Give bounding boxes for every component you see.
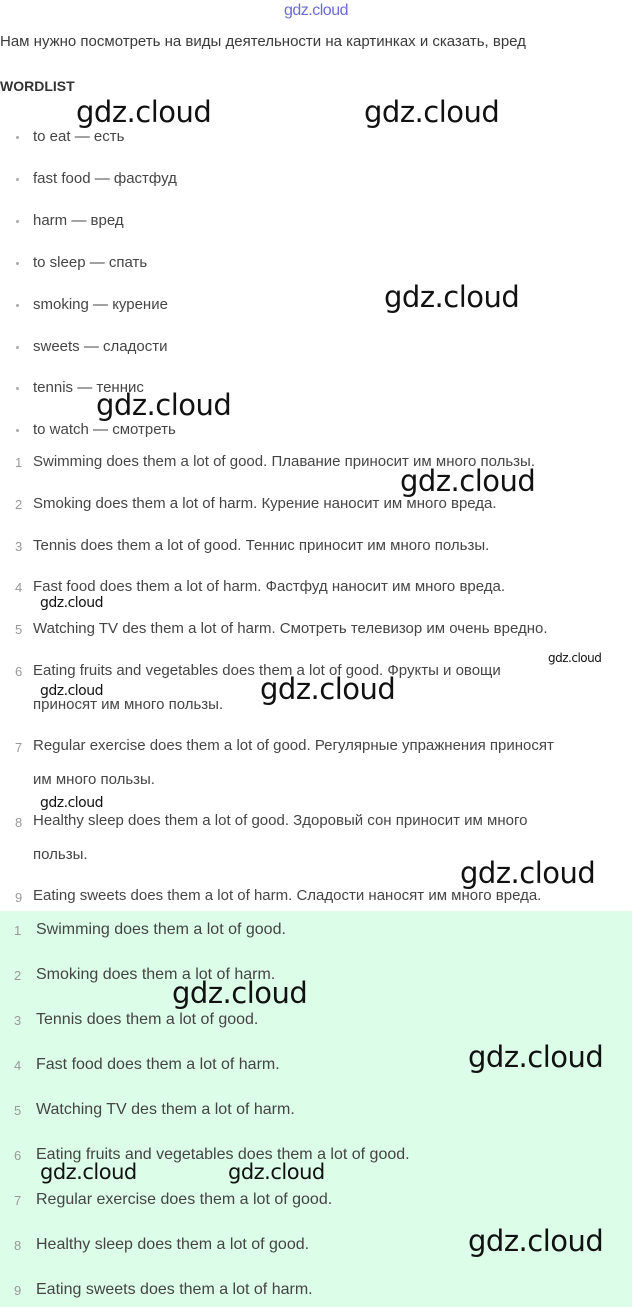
translation-line: приносят им много пользы.	[33, 696, 224, 713]
wordlist-item: to eat — есть	[33, 128, 125, 145]
wordlist-item: tennis — теннис	[33, 379, 144, 396]
list-number: 5	[15, 622, 23, 637]
list-number: 1	[14, 923, 22, 938]
translation-line: Fast food does them a lot of harm. Фастфуд наносит им много вреда.	[33, 578, 506, 595]
watermark: gdz.cloud	[96, 388, 232, 422]
watermark: gdz.cloud	[40, 683, 103, 699]
watermark: gdz.cloud	[460, 856, 596, 890]
answer-line: Eating fruits and vegetables does them a lot of good.	[36, 1146, 410, 1163]
watermark: gdz.cloud	[228, 1160, 325, 1184]
translation-line: Smoking does them a lot of harm. Курение наносит им много вреда.	[33, 495, 497, 512]
translation-line: Eating fruits and vegetables does them a lot of good. Фрукты и овощи	[33, 662, 501, 679]
list-number: 8	[15, 815, 23, 830]
answer-line: Healthy sleep does them a lot of good.	[36, 1236, 310, 1253]
watermark: gdz.cloud	[40, 595, 103, 611]
list-number: 3	[14, 1013, 22, 1028]
list-number: 9	[15, 890, 23, 905]
wordlist-item: harm — вред	[33, 212, 124, 229]
translation-line: Healthy sleep does them a lot of good. Здоровый сон приносит им много	[33, 812, 528, 829]
answer-line: Watching TV des them a lot of harm.	[36, 1101, 295, 1118]
translation-line: им много пользы.	[33, 771, 155, 788]
list-number: 2	[14, 968, 22, 983]
wordlist-item: sweets — сладости	[33, 338, 168, 355]
answer-line: Regular exercise does them a lot of good.	[36, 1191, 333, 1208]
watermark: gdz.cloud	[40, 795, 103, 811]
translation-line: пользы.	[33, 846, 88, 863]
answer-line: Smoking does them a lot of harm.	[36, 966, 276, 983]
wordlist-item: fast food — фастфуд	[33, 170, 177, 187]
wordlist-item: to watch — смотреть	[33, 421, 176, 438]
translation-line: Tennis does them a lot of good. Теннис приносит им много пользы.	[33, 537, 490, 554]
translation-line: Eating sweets does them a lot of harm. Сладости наносят им много вреда.	[33, 887, 542, 904]
list-number: 6	[15, 664, 23, 679]
list-number: 2	[15, 497, 23, 512]
list-number: 4	[14, 1058, 22, 1073]
list-number: 4	[15, 580, 23, 595]
list-number: 1	[15, 455, 23, 470]
wordlist-title: WORDLIST	[0, 78, 75, 94]
answer-line: Tennis does them a lot of good.	[36, 1011, 259, 1028]
site-logo: gdz.cloud	[284, 2, 348, 19]
answer-line: Swimming does them a lot of good.	[36, 921, 286, 938]
list-number: 9	[14, 1283, 22, 1298]
wordlist-item: smoking — курение	[33, 296, 168, 313]
watermark: gdz.cloud	[364, 95, 500, 129]
watermark: gdz.cloud	[468, 1040, 604, 1074]
watermark: gdz.cloud	[76, 95, 212, 129]
translation-line: Swimming does them a lot of good. Плавание приносит им много пользы.	[33, 453, 536, 470]
watermark: gdz.cloud	[384, 280, 520, 314]
translation-line: Watching TV des them a lot of harm. Смотреть телевизор им очень вредно.	[33, 620, 548, 637]
list-number: 8	[14, 1238, 22, 1253]
watermark: gdz.cloud	[260, 672, 396, 706]
list-number: 3	[15, 539, 23, 554]
translation-line: Regular exercise does them a lot of good. Регулярные упражнения приносят	[33, 737, 554, 754]
watermark: gdz.cloud	[40, 1160, 137, 1184]
watermark: gdz.cloud	[400, 464, 536, 498]
watermark: gdz.cloud	[172, 976, 308, 1010]
list-number: 7	[14, 1193, 22, 1208]
watermark: gdz.cloud	[548, 651, 602, 665]
answer-line: Eating sweets does them a lot of harm.	[36, 1281, 313, 1298]
intro-text: Нам нужно посмотреть на виды деятельности на картинках и сказать, вред	[0, 33, 526, 50]
list-number: 7	[15, 740, 23, 755]
watermark: gdz.cloud	[468, 1224, 604, 1258]
list-number: 5	[14, 1103, 22, 1118]
wordlist-item: to sleep — спать	[33, 254, 148, 271]
answer-line: Fast food does them a lot of harm.	[36, 1056, 280, 1073]
list-number: 6	[14, 1148, 22, 1163]
